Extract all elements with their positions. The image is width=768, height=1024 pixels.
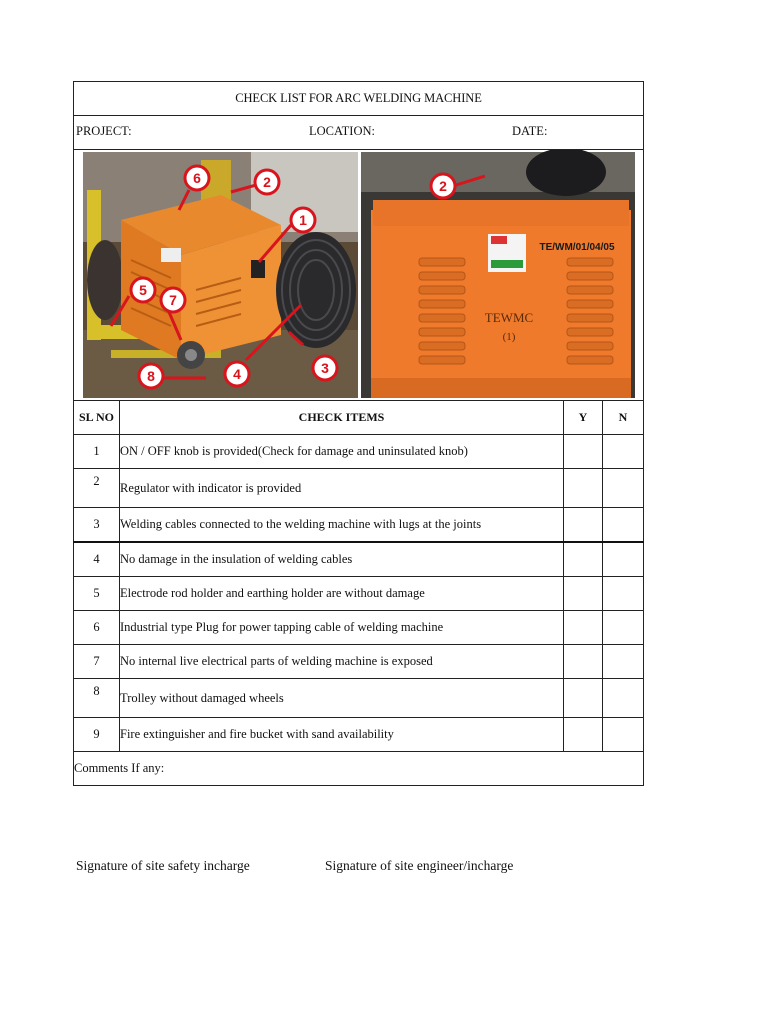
row-y-cell[interactable] (564, 435, 603, 469)
machine-logo-text: TEWMC (484, 310, 533, 325)
row-sl: 3 (74, 508, 120, 543)
table-row (74, 435, 644, 469)
row-sl: 8 (74, 679, 120, 718)
checklist-title: CHECK LIST FOR ARC WELDING MACHINE (74, 82, 644, 116)
row-item: Welding cables connected to the welding machine with lugs at the joints (120, 508, 564, 543)
row-n-cell[interactable] (603, 542, 644, 577)
row-item: Industrial type Plug for power tapping cable of welding machine (120, 611, 564, 645)
row-sl: 7 (74, 645, 120, 679)
row-n-cell[interactable] (603, 469, 644, 508)
comments-label: Comments If any: (74, 761, 165, 775)
right-photo (361, 150, 635, 398)
machine-plate-text: TE/WM/01/04/05 (538, 242, 615, 253)
marker-3: 3 (320, 360, 329, 376)
marker-5: 5 (138, 282, 147, 298)
col-header-n: N (603, 401, 644, 435)
machine-logo-sub: (1) (502, 331, 515, 343)
col-header-sl-no: SL NO (74, 401, 120, 435)
location-label: LOCATION: (309, 124, 375, 138)
table-row (74, 679, 644, 718)
row-n-cell[interactable] (603, 718, 644, 752)
date-label: DATE: (512, 124, 548, 138)
marker-2: 2 (262, 174, 271, 190)
photo-cell (74, 150, 644, 401)
right-marker-2: 2 (438, 178, 447, 194)
signature-safety-incharge: Signature of site safety incharge (76, 858, 250, 873)
signature-site-engineer: Signature of site engineer/incharge (325, 858, 514, 873)
comments-box[interactable] (74, 752, 644, 786)
row-n-cell[interactable] (603, 435, 644, 469)
row-y-cell[interactable] (564, 542, 603, 577)
row-item: Fire extinguisher and fire bucket with sand availability (120, 718, 564, 752)
row-n-cell[interactable] (603, 645, 644, 679)
row-n-cell[interactable] (603, 611, 644, 645)
checklist-table (73, 81, 644, 786)
row-sl: 6 (74, 611, 120, 645)
left-photo (83, 152, 358, 398)
row-y-cell[interactable] (564, 611, 603, 645)
row-sl: 4 (74, 542, 120, 577)
row-sl: 5 (74, 577, 120, 611)
row-sl: 1 (74, 435, 120, 469)
row-item: ON / OFF knob is provided(Check for damage and uninsulated knob) (120, 435, 564, 469)
col-header-y: Y (564, 401, 603, 435)
table-row (74, 469, 644, 508)
row-item: Regulator with indicator is provided (120, 469, 564, 508)
marker-1: 1 (298, 212, 307, 228)
table-row (74, 611, 644, 645)
marker-6: 6 (192, 170, 201, 186)
welding-machine-photos (81, 150, 637, 400)
table-row (74, 645, 644, 679)
row-sl: 9 (74, 718, 120, 752)
marker-8: 8 (146, 368, 155, 384)
row-y-cell[interactable] (564, 645, 603, 679)
marker-4: 4 (232, 366, 241, 382)
row-n-cell[interactable] (603, 508, 644, 543)
project-label: PROJECT: (76, 124, 132, 138)
row-n-cell[interactable] (603, 679, 644, 718)
col-header-check-items: CHECK ITEMS (120, 401, 564, 435)
row-y-cell[interactable] (564, 577, 603, 611)
table-row (74, 577, 644, 611)
marker-7: 7 (168, 292, 177, 308)
row-y-cell[interactable] (564, 469, 603, 508)
row-y-cell[interactable] (564, 508, 603, 543)
checklist-sheet (73, 81, 643, 786)
table-row (74, 718, 644, 752)
table-row (74, 542, 644, 577)
row-item: Trolley without damaged wheels (120, 679, 564, 718)
row-item: No internal live electrical parts of welding machine is exposed (120, 645, 564, 679)
row-n-cell[interactable] (603, 577, 644, 611)
row-item: No damage in the insulation of welding cables (120, 542, 564, 577)
row-y-cell[interactable] (564, 679, 603, 718)
row-item: Electrode rod holder and earthing holder are without damage (120, 577, 564, 611)
row-y-cell[interactable] (564, 718, 603, 752)
table-row (74, 508, 644, 543)
row-sl: 2 (74, 469, 120, 508)
meta-row (74, 116, 644, 150)
